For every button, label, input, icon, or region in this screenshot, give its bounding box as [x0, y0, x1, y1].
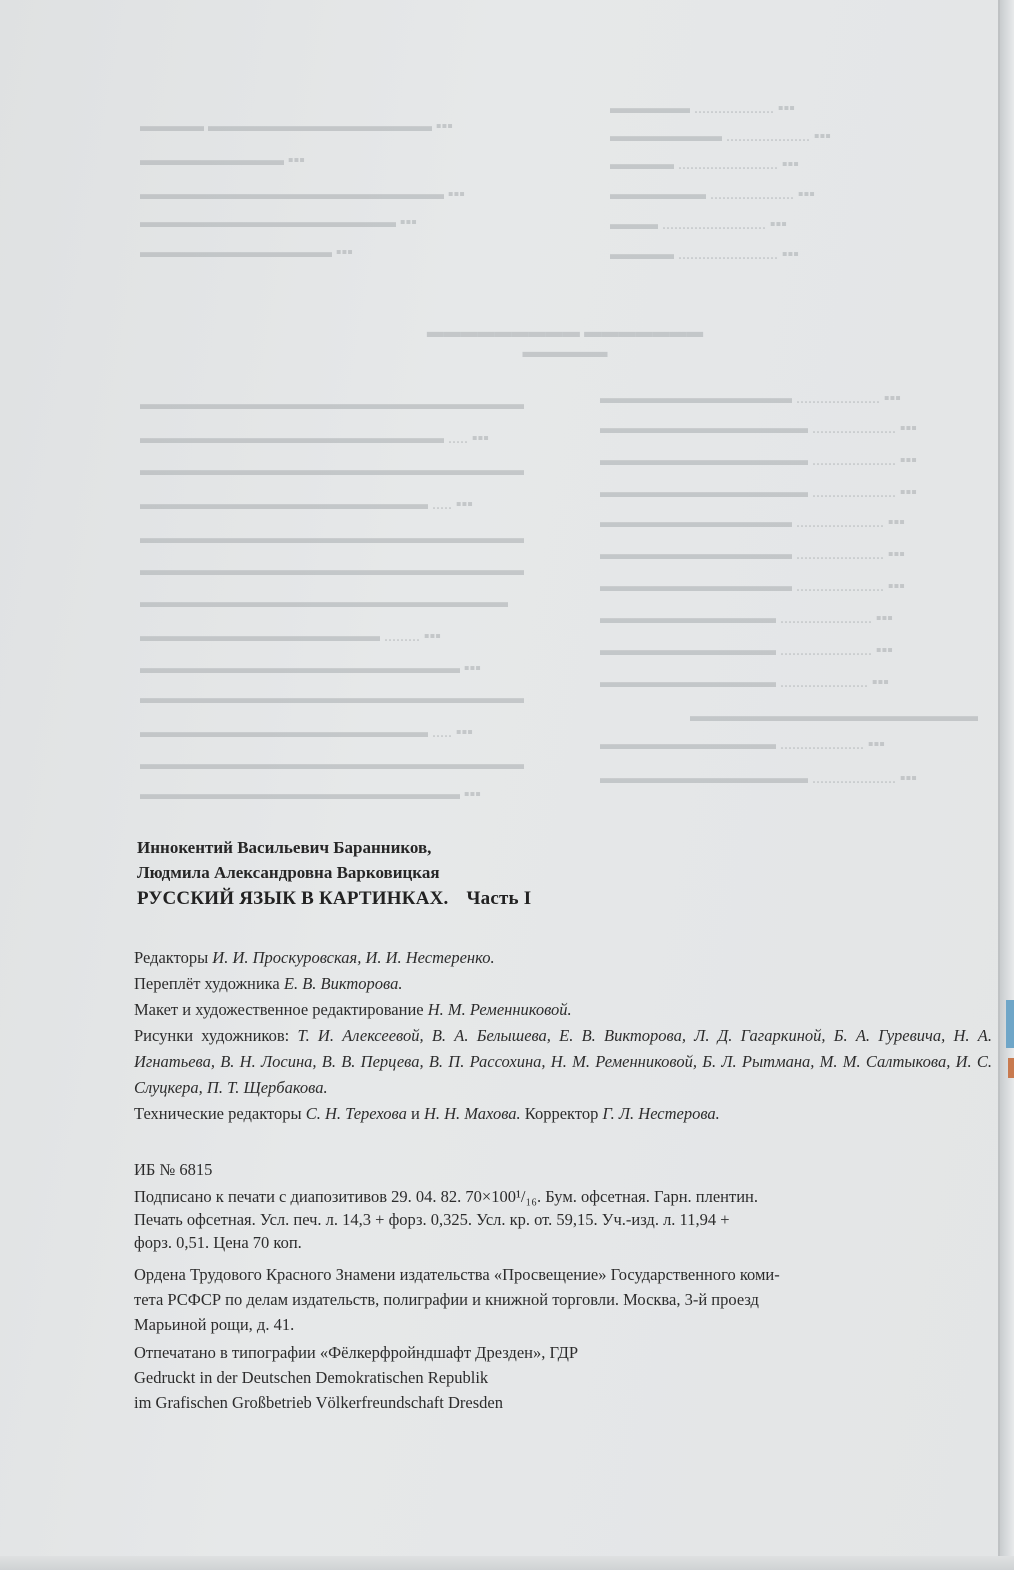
show-through-line: ▪▪▪ ...................... ▬▬▬▬▬▬▬▬▬▬▬▬	[600, 546, 906, 563]
authors	[137, 835, 440, 885]
book-edge	[1000, 0, 1014, 1570]
show-through-line: ▬▬▬▬▬▬▬▬▬▬▬▬▬▬▬▬▬▬▬▬▬▬▬▬	[140, 756, 524, 773]
book-edge-blue-mark	[1006, 1000, 1014, 1048]
publisher-line-3: Марьиной рощи, д. 41.	[134, 1315, 295, 1334]
show-through-line: ▬▬▬▬▬▬▬▬▬▬▬▬▬▬▬▬▬▬▬▬▬▬▬▬	[140, 396, 524, 413]
show-through-line: ▪▪▪ ▬▬▬▬▬▬▬▬▬▬▬▬▬▬▬▬	[140, 214, 418, 231]
show-through-line: ▬▬▬▬▬▬▬▬▬▬▬▬▬▬▬▬▬▬	[690, 708, 978, 725]
show-through-line: ▪▪▪ ..................... ▬▬▬▬▬▬▬▬▬▬▬▬▬	[600, 770, 918, 787]
show-through-line: ▪▪▪ ▬▬▬▬▬▬▬▬▬	[140, 152, 306, 169]
show-through-line: ▪▪▪ ....................... ▬▬▬▬▬▬▬▬▬▬▬	[600, 642, 894, 659]
printing-line-1: Отпечатано в типографии «Фёлкерфройндшафт Дрезден», ГДР	[134, 1343, 579, 1362]
show-through-line: ▪▪▪ ..................... ▬▬▬▬▬▬▬▬▬▬▬▬	[600, 390, 902, 407]
corrector-label: Корректор	[524, 1104, 599, 1123]
show-through-line: ▪▪▪ ..... ▬▬▬▬▬▬▬▬▬▬▬▬▬▬▬▬▬▬	[140, 724, 474, 741]
tech-editor-1: С. Н. Терехова	[305, 1104, 407, 1123]
layout-label: Макет и художественное редактирование	[134, 1000, 424, 1019]
print-data-block	[134, 1158, 992, 1254]
tech-editor-2: Н. Н. Махова.	[423, 1104, 521, 1123]
print-data-line-3: форз. 0,51. Цена 70 коп.	[134, 1233, 302, 1252]
show-through-line: ▪▪▪ ..................... ▬▬▬▬▬▬▬▬▬▬▬▬▬	[600, 484, 918, 501]
show-through-line: ▬▬▬▬▬▬▬▬▬▬▬▬▬▬▬▬▬▬▬▬▬▬▬▬	[140, 462, 524, 479]
show-through-line: ▪▪▪ ......................... ▬▬▬▬	[610, 246, 800, 263]
printing-block	[134, 1340, 992, 1415]
printing-line-2: Gedruckt in der Deutschen Demokratischen Republik	[134, 1368, 489, 1387]
show-through-line: ▪▪▪ ▬▬▬▬▬▬▬▬▬▬▬▬▬▬ ▬▬▬▬	[140, 118, 454, 135]
binding-line	[134, 971, 992, 997]
layout-editor: Н. М. Ременниковой.	[427, 1000, 572, 1019]
show-through-line: ▪▪▪ ▬▬▬▬▬▬▬▬▬▬▬▬▬▬▬▬▬▬▬▬	[140, 786, 482, 803]
book-edge-orange-mark	[1008, 1058, 1014, 1078]
corrector-name: Г. Л. Нестерова.	[602, 1104, 720, 1123]
show-through-line: ▪▪▪ ....................... ▬▬▬▬▬▬▬▬▬▬▬	[600, 610, 894, 627]
layout-line	[134, 997, 992, 1023]
editors-names: И. И. Проскуровская, И. И. Нестеренко.	[212, 948, 495, 967]
show-through-line: ▪▪▪ ..................... ▬▬▬▬▬▬	[610, 186, 816, 203]
show-through-line: ▬▬▬▬▬▬▬▬▬▬▬▬▬▬▬▬▬▬▬▬▬▬▬	[140, 594, 508, 611]
book-title-text: РУССКИЙ ЯЗЫК В КАРТИНКАХ.	[137, 888, 449, 909]
publisher-line-1: Ордена Трудового Красного Знамени издательства «Просвещение» Государственного коми-	[134, 1265, 780, 1284]
show-through-line: ▪▪▪ .................... ▬▬▬▬▬	[610, 100, 796, 117]
show-through-line: ▪▪▪ ▬▬▬▬▬▬▬▬▬▬▬▬▬▬▬▬▬▬▬▬	[140, 660, 482, 677]
book-part: Часть I	[466, 888, 532, 909]
book-title	[137, 888, 531, 910]
show-through-line: ▬▬▬▬▬▬▬▬▬▬▬▬▬▬▬▬▬▬▬▬▬▬▬▬	[140, 562, 524, 579]
editors-label: Редакторы	[134, 948, 209, 967]
tech-line	[134, 1101, 992, 1127]
page-bottom-edge	[0, 1556, 1014, 1570]
print-data-line-1: Подписано к печати с диапозитивов 29. 04. 82. 70×100¹/₁₆. Бум. офсетная. Гарн. плентин.	[134, 1187, 759, 1206]
drawings-line	[134, 1023, 992, 1101]
printing-line-3: im Grafischen Großbetrieb Völkerfreundschaft Dresden	[134, 1393, 503, 1412]
ib-number: ИБ № 6815	[134, 1160, 213, 1179]
show-through-line: ▬▬▬▬▬▬▬▬▬▬▬▬▬▬▬▬▬▬▬▬▬▬▬▬	[140, 530, 524, 547]
credits-block	[134, 945, 992, 1127]
show-through-heading: ▬▬▬▬▬▬▬ ▬▬▬▬▬▬▬▬▬ ▬▬▬▬▬	[426, 322, 704, 361]
tech-label: Технические редакторы	[134, 1104, 302, 1123]
show-through-line: ▪▪▪ ......................... ▬▬▬▬	[610, 156, 800, 173]
binding-artist: Е. В. Викторова.	[283, 974, 403, 993]
show-through-line: ▪▪▪ ...................... ▬▬▬▬▬▬▬▬▬▬▬▬	[600, 578, 906, 595]
show-through-line: ▪▪▪ .......................... ▬▬▬	[610, 216, 788, 233]
show-through-line: ▪▪▪ ..... ▬▬▬▬▬▬▬▬▬▬▬▬▬▬▬▬▬▬▬	[140, 430, 490, 447]
publisher-block	[134, 1262, 992, 1337]
show-through-line: ▪▪▪ ...................... ▬▬▬▬▬▬▬▬▬▬▬▬	[600, 514, 906, 531]
drawings-artists: Т. И. Алексеевой, В. А. Белышева, Е. В. Викторова, Л. Д. Гагаркиной, Б. А. Гуревича, Н. А. Игнатьева, В. Н. Лосина, В. В. Перцева, В. П. Рассохина, Н. М. Ременниковой, Б. Л. Рытмана, М. М. Салтыкова, И. С. Слуцкера, П. Т. Щербакова.	[134, 1026, 992, 1097]
drawings-label: Рисунки художников:	[134, 1026, 290, 1045]
tech-and: и	[410, 1104, 420, 1123]
show-through-line: ▪▪▪ ▬▬▬▬▬▬▬▬▬▬▬▬	[140, 244, 354, 261]
show-through-line: ▬▬▬▬▬▬▬▬▬▬▬▬▬▬▬▬▬▬▬▬▬▬▬▬	[140, 690, 524, 707]
show-through-line: ▪▪▪ ..................... ▬▬▬▬▬▬▬▬▬▬▬▬▬	[600, 420, 918, 437]
show-through-line: ▪▪▪ ..................... ▬▬▬▬▬▬▬▬▬▬▬▬▬	[600, 452, 918, 469]
show-through-line: ▪▪▪ ..................... ▬▬▬▬▬▬▬▬▬▬▬	[600, 736, 886, 753]
show-through-line: ▪▪▪ ▬▬▬▬▬▬▬▬▬▬▬▬▬▬▬▬▬▬▬	[140, 186, 466, 203]
publisher-line-2: тета РСФСР по делам издательств, полиграфии и книжной торговли. Москва, 3-й проезд	[134, 1290, 759, 1309]
show-through-line: ▪▪▪ ..................... ▬▬▬▬▬▬▬	[610, 128, 832, 145]
show-through-line: ▪▪▪ ......... ▬▬▬▬▬▬▬▬▬▬▬▬▬▬▬	[140, 628, 442, 645]
show-through-line: ▪▪▪ ...................... ▬▬▬▬▬▬▬▬▬▬▬	[600, 674, 890, 691]
author-1: Иннокентий Васильевич Баранников,	[137, 838, 432, 857]
show-through-line: ▪▪▪ ..... ▬▬▬▬▬▬▬▬▬▬▬▬▬▬▬▬▬▬	[140, 496, 474, 513]
editors-line	[134, 945, 992, 971]
print-data-line-2: Печать офсетная. Усл. печ. л. 14,3 + форз. 0,325. Усл. кр. от. 59,15. Уч.-изд. л. 11,94 +	[134, 1210, 730, 1229]
author-2: Людмила Александровна Варковицкая	[137, 863, 440, 882]
binding-label: Переплёт художника	[134, 974, 280, 993]
